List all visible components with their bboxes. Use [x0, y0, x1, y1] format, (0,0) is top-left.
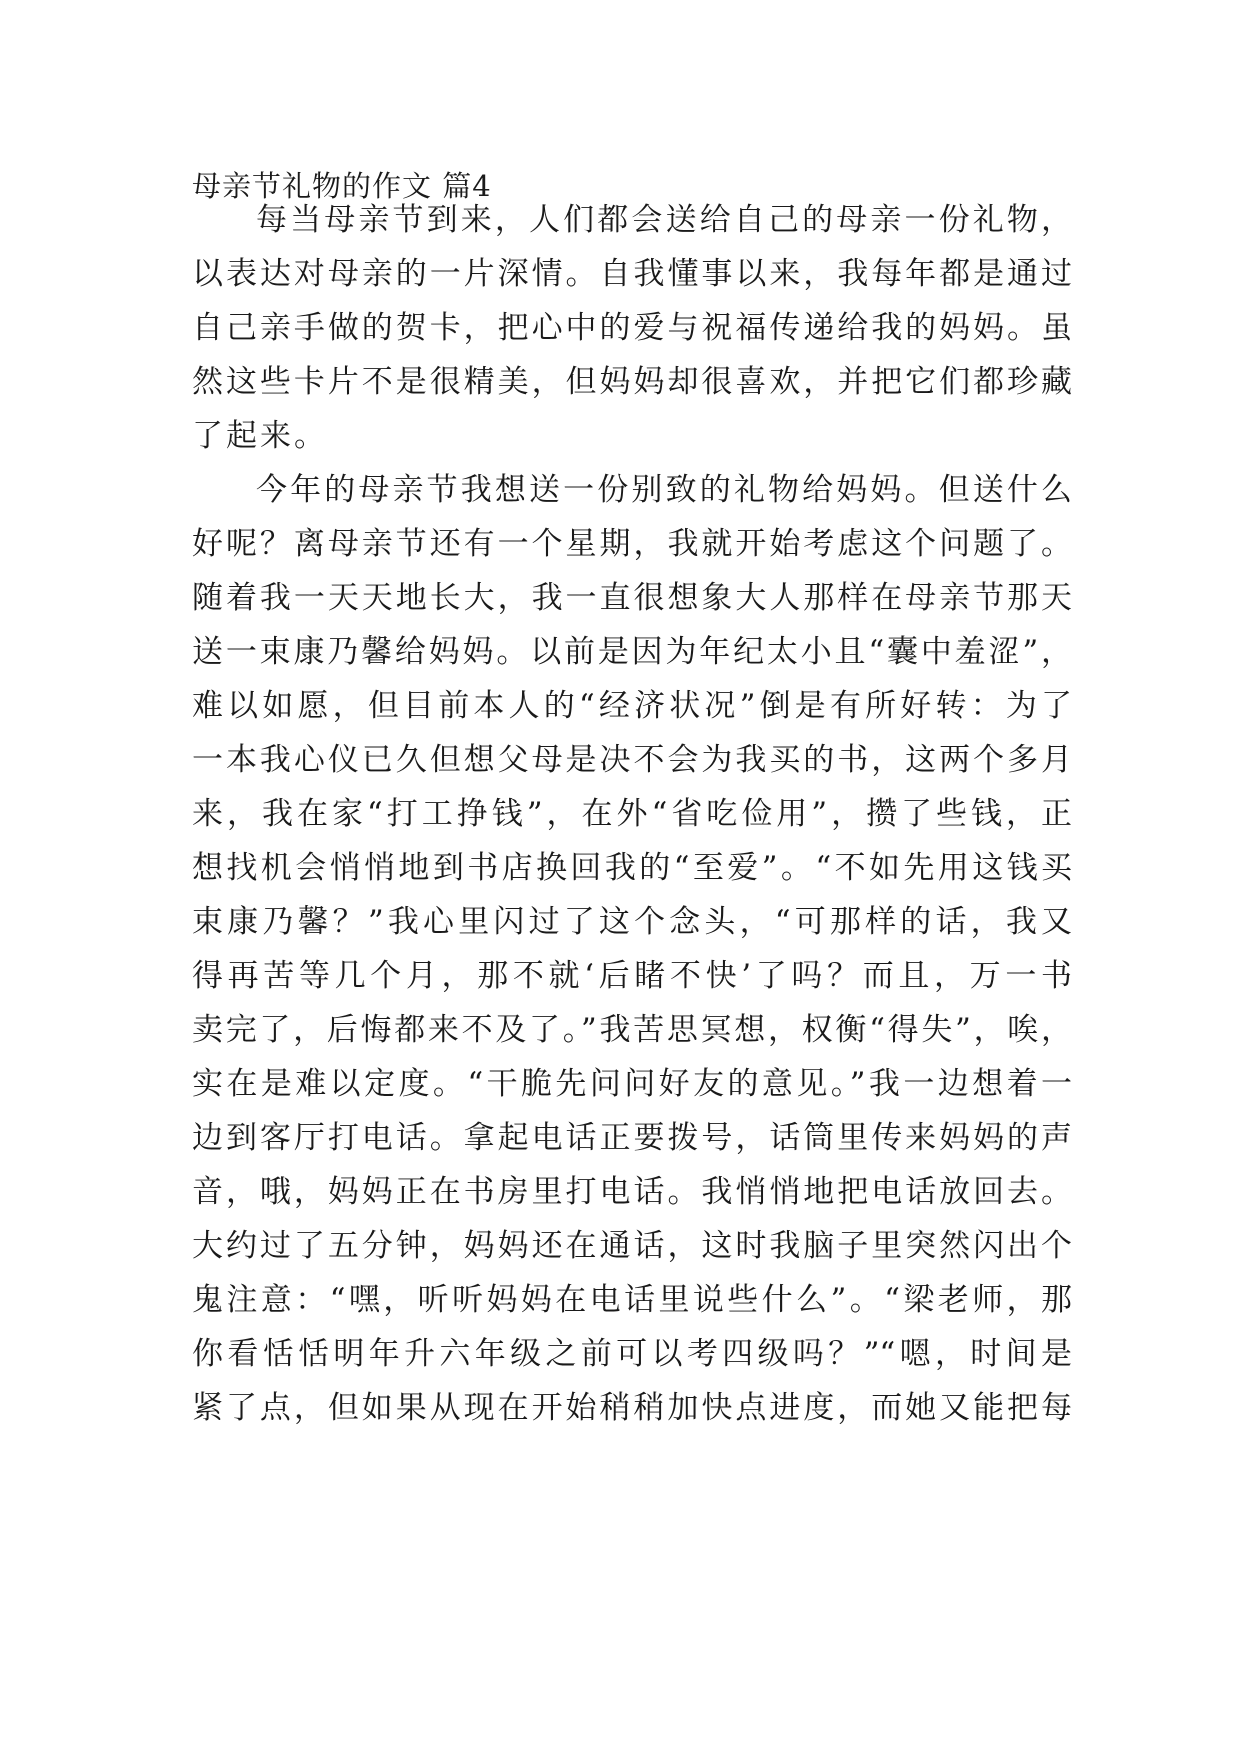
paragraph-1-line-5: 了起来。 — [192, 418, 328, 454]
paragraph-2-line-6: 一本我心仪已久但想父母是决不会为我买的书，这两个多月 — [192, 742, 1072, 778]
paragraph-2-line-12: 实在是难以定度。“干脆先问问好友的意见。”我一边想着一 — [192, 1066, 1072, 1102]
paragraph-1-line-3: 自己亲手做的贺卡，把心中的爱与祝福传递给我的妈妈。虽 — [192, 310, 1072, 346]
paragraph-2-line-3: 随着我一天天地长大，我一直很想象大人那样在母亲节那天 — [192, 580, 1072, 616]
paragraph-2-line-10: 得再苦等几个月，那不就‘后睹不快’了吗？而且，万一书 — [192, 958, 1072, 994]
paragraph-2-line-18: 紧了点，但如果从现在开始稍稍加快点进度，而她又能把每 — [192, 1390, 1072, 1426]
paragraph-2-line-5: 难以如愿，但目前本人的“经济状况”倒是有所好转：为了 — [192, 688, 1072, 724]
paragraph-2-line-1: 今年的母亲节我想送一份别致的礼物给妈妈。但送什么 — [256, 472, 1072, 508]
paragraph-2-line-11: 卖完了，后悔都来不及了。”我苦思冥想，权衡“得失”，唉， — [192, 1012, 1072, 1048]
paragraph-1-line-2: 以表达对母亲的一片深情。自我懂事以来，我每年都是通过 — [192, 256, 1072, 292]
document-title: 母亲节礼物的作文 篇4 — [192, 169, 492, 203]
paragraph-2-line-9: 束康乃馨？”我心里闪过了这个念头，“可那样的话，我又 — [192, 904, 1072, 940]
paragraph-1-line-4: 然这些卡片不是很精美，但妈妈却很喜欢，并把它们都珍藏 — [192, 364, 1072, 400]
paragraph-2-line-13: 边到客厅打电话。拿起电话正要拨号，话筒里传来妈妈的声 — [192, 1120, 1072, 1156]
paragraph-2-line-4: 送一束康乃馨给妈妈。以前是因为年纪太小且“囊中羞涩”， — [192, 634, 1072, 670]
paragraph-1-line-1: 每当母亲节到来，人们都会送给自己的母亲一份礼物， — [256, 202, 1072, 238]
paragraph-2-line-2: 好呢？离母亲节还有一个星期，我就开始考虑这个问题了。 — [192, 526, 1072, 562]
paragraph-2-line-8: 想找机会悄悄地到书店换回我的“至爱”。“不如先用这钱买 — [192, 850, 1072, 886]
paragraph-2-line-16: 鬼注意：“嘿，听听妈妈在电话里说些什么”。“梁老师，那 — [192, 1282, 1072, 1318]
paragraph-2-line-15: 大约过了五分钟，妈妈还在通话，这时我脑子里突然闪出个 — [192, 1228, 1072, 1264]
paragraph-2-line-14: 音，哦，妈妈正在书房里打电话。我悄悄地把电话放回去。 — [192, 1174, 1072, 1210]
paragraph-2-line-17: 你看恬恬明年升六年级之前可以考四级吗？”“嗯，时间是 — [192, 1336, 1072, 1372]
paragraph-2-line-7: 来，我在家“打工挣钱”，在外“省吃俭用”，攒了些钱，正 — [192, 796, 1072, 832]
